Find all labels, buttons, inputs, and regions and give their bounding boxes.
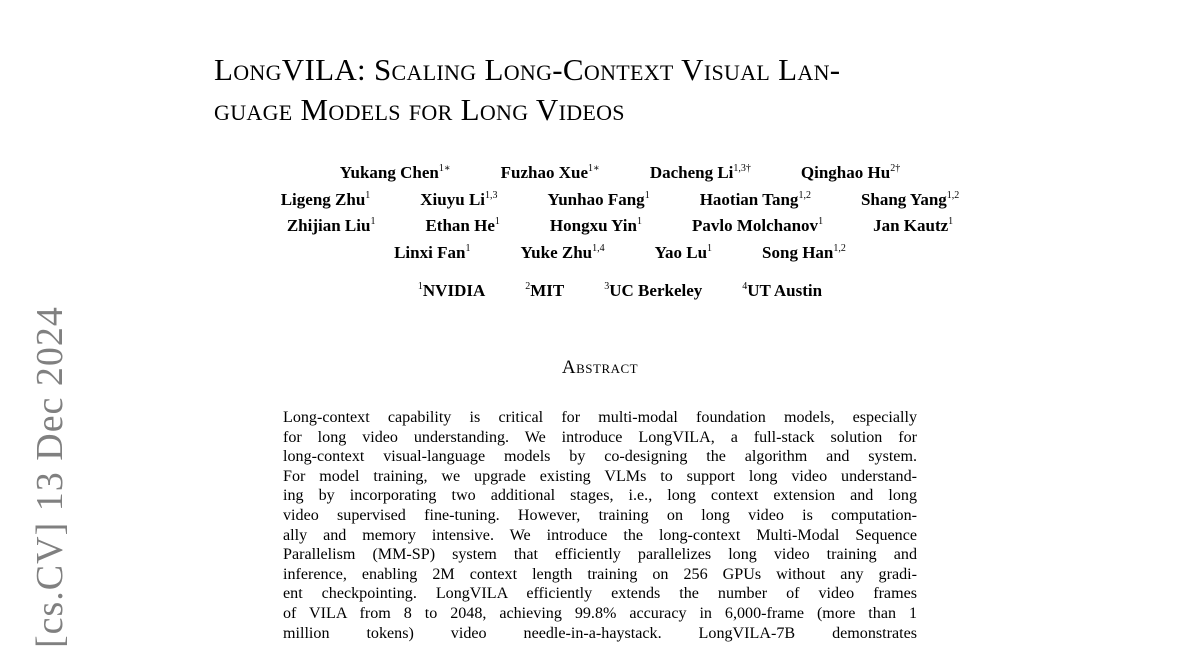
author-name: Xiuyu Li (420, 189, 486, 209)
author-name: Fuzhao Xue (500, 163, 589, 182)
paper-title (214, 50, 1034, 130)
abstract-line: For model training, we upgrade existing VLMs to support long video understand- (283, 467, 917, 485)
author-affiliation-mark: 1 (465, 242, 471, 254)
author (548, 187, 650, 213)
abstract-line: for long video understanding. We introduce LongVILA, a full-stack solution for (283, 428, 917, 446)
author (550, 213, 642, 239)
abstract-line: long-context visual-language models by co-designing the algorithm and system. (283, 448, 917, 466)
affiliation-mark: 2 (525, 281, 531, 292)
author-name: Linxi Fan (394, 242, 466, 262)
author-affiliation-mark: 1 (636, 216, 642, 227)
abstract-line: ent checkpointing. LongVILA efficiently extends the number of video frames (283, 585, 917, 603)
abstract-line: inference, enabling 2M context length training on 256 GPUs without any gradi- (283, 565, 917, 583)
author (520, 240, 604, 266)
author (873, 213, 953, 239)
author-name: Dacheng Li (649, 163, 734, 182)
author-line (200, 187, 1040, 214)
author-affiliation-mark: 1 (494, 216, 500, 227)
arxiv-stamp: [cs.CV] 13 Dec 2024 (29, 306, 71, 648)
abstract-body (283, 408, 917, 643)
author (801, 160, 900, 186)
author (650, 160, 751, 186)
author (287, 213, 376, 239)
affiliation (525, 281, 564, 301)
author-name: Pavlo Molchanov (691, 216, 819, 235)
abstract-line: of VILA from 8 to 2048, achieving 99.8% accuracy in 6,000-frame (more than 1 (283, 604, 917, 622)
author-name: Zhijian Liu (286, 216, 371, 235)
abstract-heading: Abstract (561, 357, 639, 378)
author-affiliation-mark: 1,2 (833, 242, 846, 254)
author-affiliation-mark: 1 (644, 189, 650, 201)
author (861, 187, 959, 213)
affiliation-name: MIT (530, 281, 565, 300)
abstract-line: ing by incorporating two additional stages, i.e., long context extension and long (283, 487, 917, 505)
author-name: Ethan He (425, 216, 495, 235)
author-name: Jan Kautz (873, 216, 949, 235)
affiliation (418, 281, 485, 301)
author-affiliation-mark: 1,4 (592, 242, 605, 254)
abstract-line: video supervised fine-tuning. However, training on long video is computation- (283, 506, 917, 524)
affiliation-mark: 4 (742, 281, 748, 292)
author (655, 240, 712, 266)
author-affiliation-mark: 1 (818, 216, 824, 227)
author-name: Ligeng Zhu (280, 189, 366, 209)
author-affiliation-mark: 1 (948, 216, 954, 227)
author-name: Yunhao Fang (547, 189, 645, 209)
author (762, 240, 846, 266)
author-name: Hongxu Yin (549, 216, 637, 235)
author-name: Yukang Chen (339, 163, 439, 182)
author (501, 160, 600, 186)
author-affiliation-mark: 1 (365, 189, 371, 201)
affiliation (604, 281, 702, 301)
author-affiliation-mark: 1∗ (438, 163, 451, 174)
author-affiliation-mark: 1 (707, 242, 713, 254)
affiliation-mark: 1 (417, 281, 423, 292)
abstract-line: million tokens) video needle-in-a-haystack. LongVILA-7B demonstrates (283, 624, 917, 642)
author (425, 213, 499, 239)
author (692, 213, 823, 239)
author-list (200, 160, 1040, 266)
author-affiliation-mark: 1∗ (588, 163, 600, 174)
author-affiliation-mark: 1,3† (733, 163, 751, 174)
author-affiliation-mark: 1,2 (946, 189, 960, 201)
author-line (200, 213, 1040, 240)
author-name: Yuke Zhu (520, 242, 593, 262)
author (420, 187, 497, 213)
affiliation-name: UC Berkeley (609, 281, 703, 300)
author-affiliation-mark: 1,2 (798, 189, 811, 201)
author-name: Song Han (762, 242, 834, 262)
author-name: Haotian Tang (699, 189, 799, 209)
affiliation-mark: 3 (604, 281, 610, 292)
affiliation-list (200, 281, 1040, 301)
author-affiliation-mark: 2† (890, 163, 901, 174)
author (281, 187, 371, 213)
affiliation-name: NVIDIA (422, 281, 486, 300)
author-line (200, 240, 1040, 267)
author-affiliation-mark: 1 (370, 216, 376, 227)
author (700, 187, 811, 213)
abstract-line: Long-context capability is critical for multi-modal foundation models, especially (283, 409, 917, 426)
abstract-line: ally and memory intensive. We introduce the long-context Multi-Modal Sequence (283, 526, 917, 544)
abstract-line: Parallelism (MM-SP) system that efficiently parallelizes long video training and (283, 546, 917, 564)
author-name: Qinghao Hu (800, 163, 891, 182)
author-line (200, 160, 1040, 187)
author-name: Shang Yang (860, 189, 947, 209)
title-line-1: LongVILA: Scaling Long-Context Visual Lan- (214, 52, 841, 87)
title-line-2: guage Models for Long Videos (214, 92, 625, 127)
author-affiliation-mark: 1,3 (485, 189, 498, 201)
author (394, 240, 470, 266)
affiliation (742, 281, 822, 301)
affiliation-name: UT Austin (747, 281, 823, 300)
author (340, 160, 451, 186)
author-name: Yao Lu (654, 242, 708, 262)
